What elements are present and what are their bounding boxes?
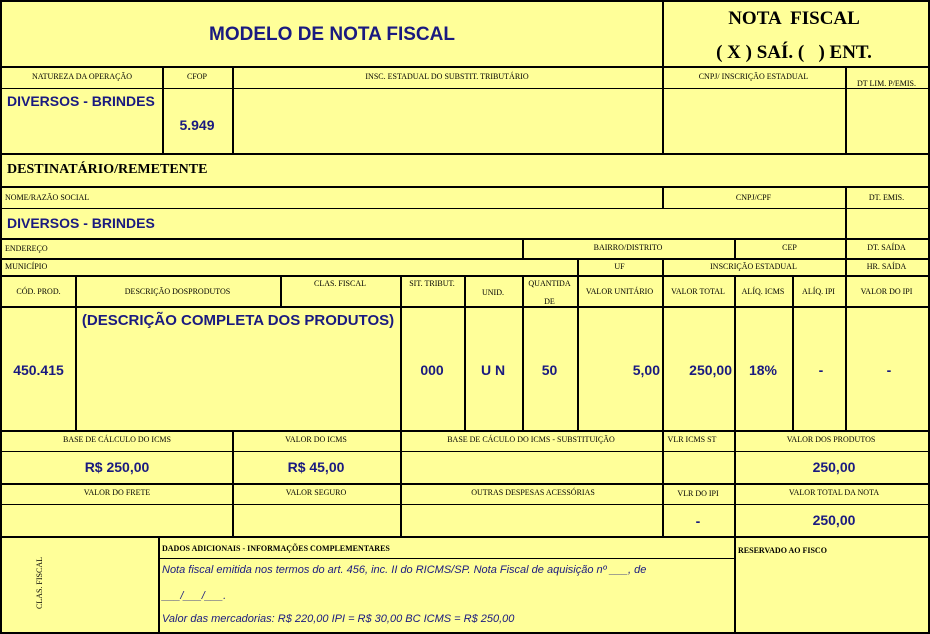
bairro-label: BAIRRO/DISTRITO: [593, 243, 663, 252]
col-valor-unitario: VALOR UNITÁRIO: [585, 287, 654, 296]
col-unid: UNID.: [482, 288, 504, 297]
col-quantidade-2: DE: [544, 297, 555, 306]
cfop-value: 5.949: [179, 117, 215, 133]
seguro-label: VALOR SEGURO: [285, 488, 347, 497]
dt-lim-label: DT LIM. P/EMIS.: [857, 79, 916, 88]
dt-saida-label: DT. SAÍDA: [867, 243, 906, 252]
col-sit-tribut: SIT. TRIBUT.: [409, 279, 455, 288]
inscricao-label: INSCRIÇÃO ESTADUAL: [710, 262, 797, 271]
cfop-label: CFOP: [186, 72, 207, 81]
vlr-ipi-value: -: [695, 513, 701, 529]
valor-produtos-value: 250,00: [812, 459, 856, 475]
vlr-icms-st-label: VLR ICMS ST: [667, 435, 717, 444]
endereco-label: ENDEREÇO: [5, 244, 48, 253]
frete-label: VALOR DO FRETE: [83, 488, 151, 497]
obs-line-1: Nota fiscal emitida nos termos do art. 456, inc. II do RICMS/SP. Nota Fiscal de aquisição nº ___, de: [162, 564, 647, 576]
col-valor-ipi: VALOR DO IPI: [860, 287, 913, 296]
base-icms-label: BASE DE CÁLCULO DO ICMS: [62, 435, 171, 444]
cnpj-label: CNPJ/ INSCRIÇÃO ESTADUAL: [698, 72, 809, 81]
item-descricao: (DESCRIÇÃO COMPLETA DOS PRODUTOS): [81, 312, 395, 329]
obs-line-3: Valor das mercadorias: R$ 220,00 IPI = R$ 30,00 BC ICMS = R$ 250,00: [162, 613, 515, 625]
natureza-value: DIVERSOS - BRINDES: [7, 93, 155, 109]
col-quantidade-1: QUANTIDA: [528, 279, 571, 288]
item-unid: U N: [480, 362, 506, 378]
item-cod: 450.415: [13, 362, 64, 378]
col-clas-fiscal: CLAS. FISCAL: [313, 279, 366, 288]
nome-value: DIVERSOS - BRINDES: [7, 215, 155, 231]
col-valor-total: VALOR TOTAL: [671, 287, 725, 296]
outras-despesas-label: OUTRAS DESPESAS ACESSÓRIAS: [471, 488, 595, 497]
base-icms-value: R$ 250,00: [84, 459, 150, 475]
item-aliq-icms: 18%: [748, 362, 778, 378]
nota-fiscal-title: NOTA FISCAL: [728, 8, 860, 29]
total-nota-label: VALOR TOTAL DA NOTA: [788, 488, 880, 497]
destinatario-title: DESTINATÁRIO/REMETENTE: [7, 162, 208, 177]
col-aliq-ipi: ALÍQ. IPI: [802, 287, 835, 296]
col-cod-prod: CÓD. PROD.: [16, 287, 61, 296]
vlr-ipi-label: VLR DO IPI: [677, 489, 719, 498]
item-quantidade: 50: [541, 362, 558, 378]
natureza-label: NATUREZA DA OPERAÇÃO: [31, 72, 132, 81]
hr-saida-label: HR. SAÍDA: [866, 262, 907, 271]
valor-icms-label: VALOR DO ICMS: [285, 435, 347, 444]
base-subst-label: BASE DE CÁCULO DO ICMS - SUBSTITUIÇÃO: [447, 435, 615, 444]
cep-label: CEP: [782, 243, 797, 252]
dados-adicionais-label: DADOS ADICIONAIS - INFORMAÇÕES COMPLEMENTARES: [162, 544, 390, 553]
item-sit-tribut: 000: [420, 362, 444, 378]
col-descricao: DESCRIÇÃO DOSPRODUTOS: [124, 287, 231, 296]
insc-subst-label: INSC. ESTADUAL DO SUBSTIT. TRIBUTÁRIO: [365, 72, 529, 81]
obs-line-2: ___/___/___.: [162, 590, 227, 602]
operation-type: ( X ) SAÍ. ( ) ENT.: [716, 42, 872, 63]
cnpj-cpf-label: CNPJ/CPF: [735, 193, 772, 202]
valor-icms-value: R$ 45,00: [287, 459, 345, 475]
valor-produtos-label: VALOR DOS PRODUTOS: [786, 435, 876, 444]
col-aliq-icms: ALÍQ. ICMS: [741, 287, 785, 296]
reservado-fisco-label: RESERVADO AO FISCO: [738, 546, 827, 555]
dt-emis-label: DT. EMIS.: [868, 193, 905, 202]
item-valor-ipi: -: [886, 362, 892, 378]
uf-label: UF: [614, 262, 625, 271]
municipio-label: MUNICÍPIO: [5, 262, 48, 271]
model-title: MODELO DE NOTA FISCAL: [209, 24, 455, 45]
nome-label: NOME/RAZÃO SOCIAL: [5, 193, 90, 202]
total-nota-value: 250,00: [812, 512, 856, 528]
item-aliq-ipi: -: [818, 362, 824, 378]
item-valor-unitario: 5,00: [632, 362, 660, 378]
clas-fiscal-vertical-label: CLAS. FISCAL: [35, 557, 44, 610]
item-valor-total: 250,00: [689, 362, 732, 378]
